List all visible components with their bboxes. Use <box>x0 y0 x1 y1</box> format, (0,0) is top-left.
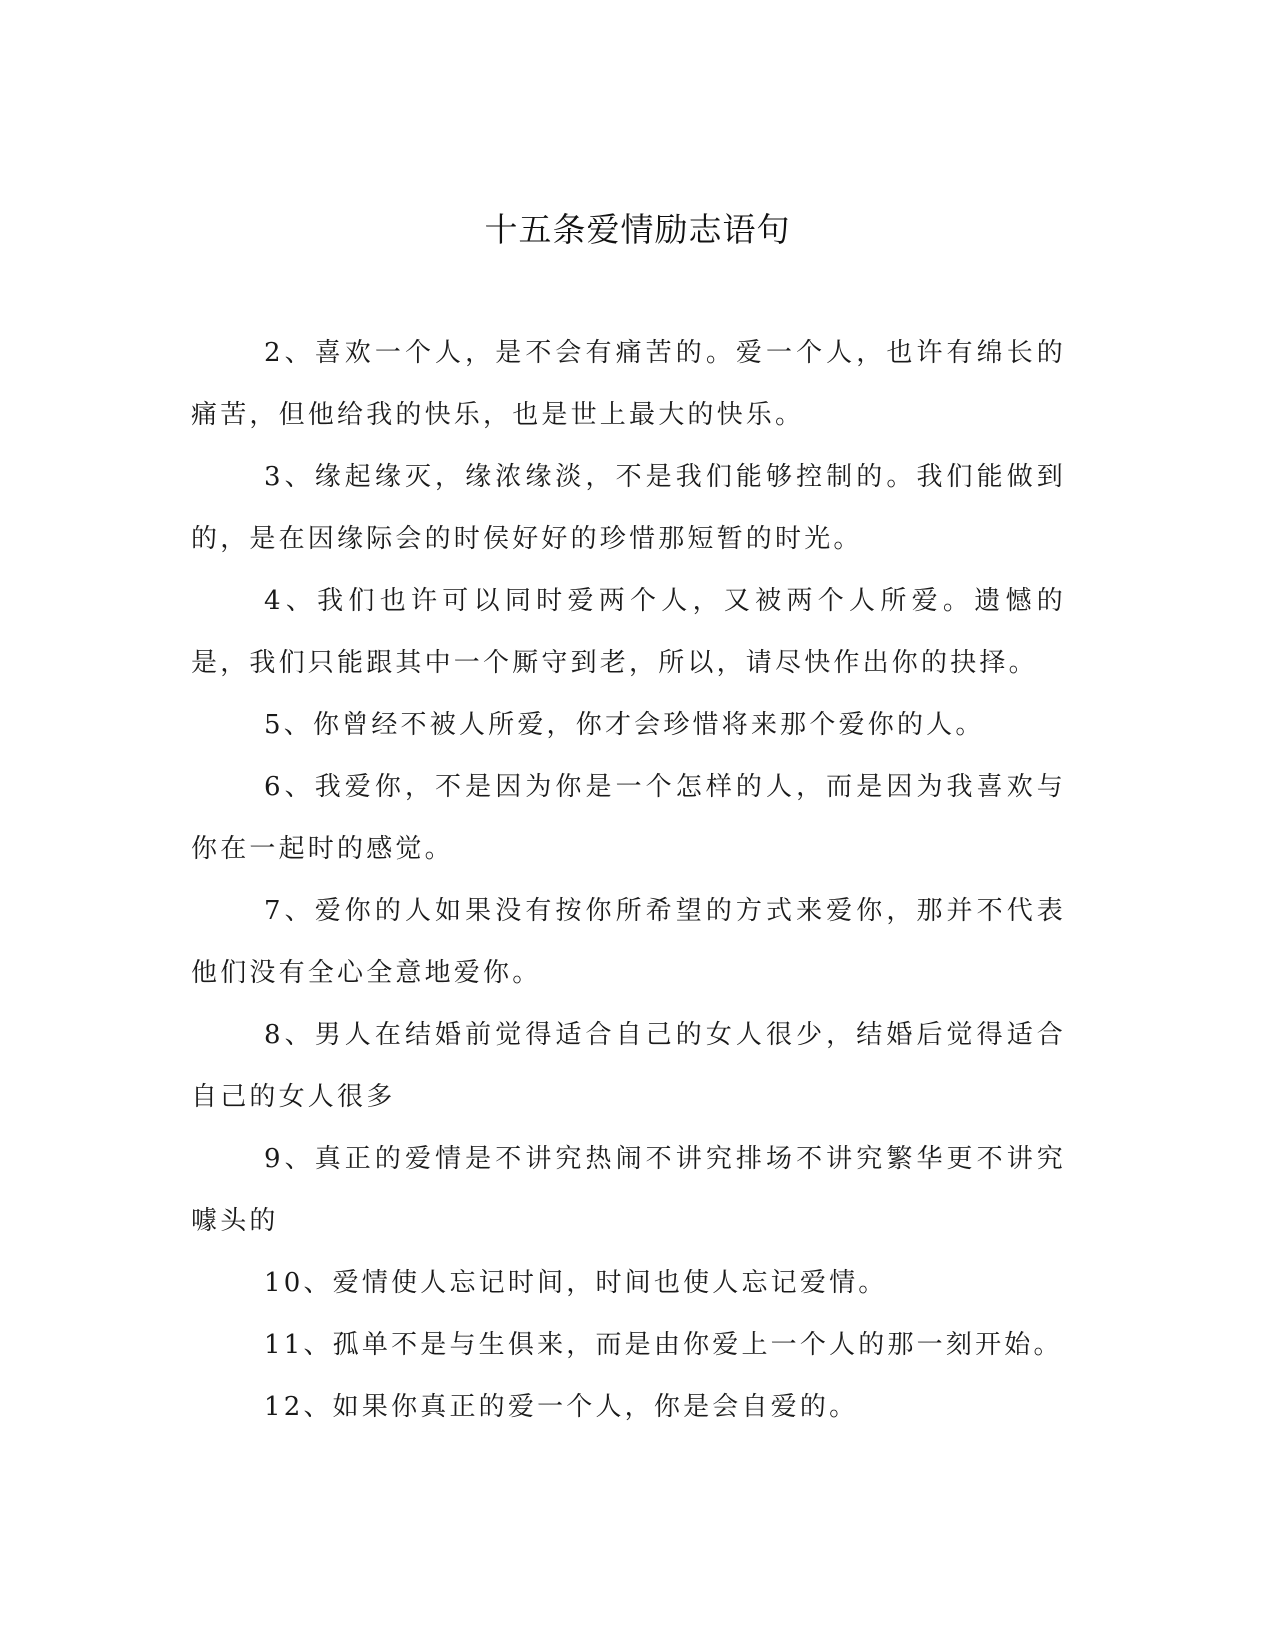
quote-paragraph-7: 7、爱你的人如果没有按你所希望的方式来爱你，那并不代表他们没有全心全意地爱你。 <box>191 896 1066 988</box>
quote-paragraph-8: 8、男人在结婚前觉得适合自己的女人很少，结婚后觉得适合自己的女人很多 <box>191 1020 1066 1112</box>
quote-paragraph-6: 6、我爱你，不是因为你是一个怎样的人，而是因为我喜欢与你在一起时的感觉。 <box>191 772 1066 864</box>
document-body <box>191 322 1066 1438</box>
document-title: 十五条爱情励志语句 <box>484 210 791 249</box>
quote-paragraph-12: 12、如果你真正的爱一个人，你是会自爱的。 <box>264 1392 859 1422</box>
quote-paragraph-10: 10、爱情使人忘记时间，时间也使人忘记爱情。 <box>264 1268 888 1298</box>
quote-paragraph-9: 9、真正的爱情是不讲究热闹不讲究排场不讲究繁华更不讲究噱头的 <box>191 1144 1066 1236</box>
quote-paragraph-2: 2、喜欢一个人，是不会有痛苦的。爱一个人，也许有绵长的痛苦，但他给我的快乐，也是世上最大的快乐。 <box>191 338 1066 430</box>
quote-paragraph-4: 4、我们也许可以同时爱两个人，又被两个人所爱。遗憾的是，我们只能跟其中一个厮守到老，所以，请尽快作出你的抉择。 <box>191 586 1066 678</box>
quote-paragraph-5: 5、你曾经不被人所爱，你才会珍惜将来那个爱你的人。 <box>264 710 985 740</box>
quote-paragraph-11: 11、孤单不是与生俱来，而是由你爱上一个人的那一刻开始。 <box>264 1330 1063 1360</box>
quote-paragraph-3: 3、缘起缘灭，缘浓缘淡，不是我们能够控制的。我们能做到的，是在因缘际会的时侯好好的珍惜那短暂的时光。 <box>191 462 1066 554</box>
